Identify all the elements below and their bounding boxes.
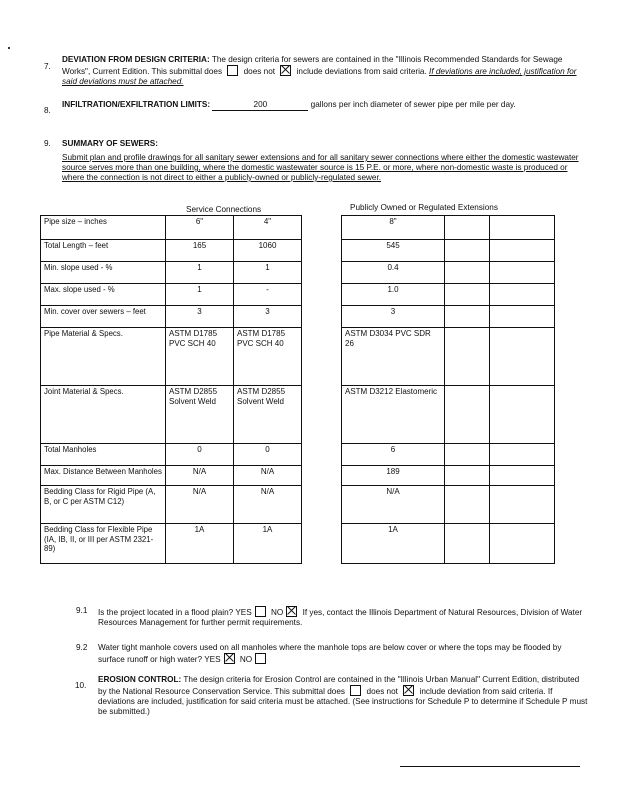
spacer-cell <box>302 386 342 444</box>
row-label: Joint Material & Specs. <box>41 386 166 444</box>
service-col-1-cell[interactable]: 0 <box>166 444 234 466</box>
signature-line <box>400 766 580 767</box>
item-7-text <box>62 55 582 87</box>
item-7-number: 7. <box>44 62 51 71</box>
empty-cell <box>445 466 490 486</box>
item-9-1-number: 9.1 <box>76 606 88 615</box>
row-label: Max. Distance Between Manholes <box>41 466 166 486</box>
table-row <box>41 486 555 524</box>
service-col-2-cell[interactable]: 1060 <box>234 240 302 262</box>
public-col-1-cell[interactable]: ASTM D3212 Elastomeric <box>342 386 445 444</box>
flood-plain-question: Is the project located in a flood plain? <box>98 608 234 617</box>
row-label: Total Manholes <box>41 444 166 466</box>
service-col-2-cell[interactable]: N/A <box>234 466 302 486</box>
service-col-1-cell[interactable]: 165 <box>166 240 234 262</box>
spacer-cell <box>302 216 342 240</box>
erosion-does-not-label: does not <box>366 687 398 696</box>
sewer-summary-table <box>40 215 555 564</box>
table-row <box>41 262 555 284</box>
service-col-1-cell[interactable]: 1 <box>166 262 234 284</box>
table-row <box>41 216 555 240</box>
empty-cell <box>490 466 555 486</box>
item-9-title: SUMMARY OF SEWERS: <box>62 139 158 148</box>
row-label: Bedding Class for Rigid Pipe (A, B, or C per ASTM C12) <box>41 486 166 524</box>
does-checkbox[interactable] <box>227 65 238 76</box>
manhole-covers-question: Water tight manhole covers used on all manholes where the manhole tops are below cover or where the tops may be flooded by surface runoff or high water? <box>98 643 562 664</box>
table-row <box>41 240 555 262</box>
empty-cell <box>445 240 490 262</box>
service-col-1-cell[interactable]: 1 <box>166 284 234 306</box>
public-col-1-cell[interactable]: ASTM D3034 PVC SDR 26 <box>342 328 445 386</box>
row-label: Min. cover over sewers – feet <box>41 306 166 328</box>
spacer-cell <box>302 262 342 284</box>
empty-cell <box>490 306 555 328</box>
empty-cell <box>490 328 555 386</box>
empty-cell <box>490 216 555 240</box>
service-col-1-cell[interactable]: N/A <box>166 466 234 486</box>
item-8-number: 8. <box>44 106 51 115</box>
item-8-body: gallons per inch diameter of sewer pipe per mile per day. <box>310 100 516 109</box>
public-col-1-cell[interactable]: 1A <box>342 524 445 564</box>
empty-cell <box>490 386 555 444</box>
service-col-1-cell[interactable]: N/A <box>166 486 234 524</box>
empty-cell <box>445 284 490 306</box>
public-col-1-cell[interactable]: 0.4 <box>342 262 445 284</box>
service-col-1-cell[interactable]: 6" <box>166 216 234 240</box>
public-col-1-cell[interactable]: 1.0 <box>342 284 445 306</box>
covers-no-label: NO <box>239 655 253 664</box>
spacer-cell <box>302 486 342 524</box>
item-8-title: INFILTRATION/EXFILTRATION LIMITS: <box>62 100 211 109</box>
spacer-cell <box>302 306 342 328</box>
empty-cell <box>445 306 490 328</box>
spacer-cell <box>302 328 342 386</box>
spacer-cell <box>302 444 342 466</box>
table-row <box>41 284 555 306</box>
service-col-1-cell[interactable]: 1A <box>166 524 234 564</box>
empty-cell <box>445 386 490 444</box>
service-col-1-cell[interactable]: ASTM D1785 PVC SCH 40 <box>166 328 234 386</box>
item-9-2-number: 9.2 <box>76 643 88 652</box>
spacer-cell <box>302 524 342 564</box>
spacer-cell <box>302 240 342 262</box>
does-not-label: does not <box>243 67 276 76</box>
row-label: Max. slope used - % <box>41 284 166 306</box>
service-col-2-cell[interactable]: 0 <box>234 444 302 466</box>
table-row <box>41 444 555 466</box>
empty-cell <box>445 262 490 284</box>
public-extensions-heading: Publicly Owned or Regulated Extensions <box>350 203 498 212</box>
item-8-text <box>62 100 582 111</box>
item-10-title: EROSION CONTROL: <box>98 675 182 684</box>
empty-cell <box>490 524 555 564</box>
row-label: Bedding Class for Flexible Pipe (IA, IB, II, or III per ASTM 2321-89) <box>41 524 166 564</box>
item-9-number: 9. <box>44 139 51 148</box>
public-col-1-cell[interactable]: 189 <box>342 466 445 486</box>
table-row <box>41 466 555 486</box>
row-label: Min. slope used - % <box>41 262 166 284</box>
item-10-number: 10. <box>75 681 87 690</box>
service-col-2-cell[interactable]: 3 <box>234 306 302 328</box>
empty-cell <box>490 444 555 466</box>
item-7-body-2: include deviations from said criteria. <box>296 67 427 76</box>
public-col-1-cell[interactable]: 3 <box>342 306 445 328</box>
table-row <box>41 328 555 386</box>
row-label: Pipe Material & Specs. <box>41 328 166 386</box>
empty-cell <box>445 444 490 466</box>
flood-no-checkbox-checked[interactable] <box>286 606 297 617</box>
item-9-1-text <box>98 606 588 628</box>
service-col-2-cell[interactable]: ASTM D2855 Solvent Weld <box>234 386 302 444</box>
spacer-cell <box>302 466 342 486</box>
flood-yes-label: YES <box>235 608 252 617</box>
empty-cell <box>445 216 490 240</box>
service-col-2-cell[interactable]: 4" <box>234 216 302 240</box>
public-col-1-cell[interactable]: N/A <box>342 486 445 524</box>
row-label: Total Length – feet <box>41 240 166 262</box>
service-col-2-cell[interactable]: 1A <box>234 524 302 564</box>
covers-yes-checkbox-checked[interactable] <box>224 653 235 664</box>
does-not-checkbox-checked[interactable] <box>280 65 291 76</box>
service-col-2-cell[interactable]: 1 <box>234 262 302 284</box>
table-row <box>41 306 555 328</box>
item-10-body-2: include deviation from said criteria. If deviations are included, justification for said criteria must be attached. (See instructions for Schedule P to determine if Schedule P must be submitted.) <box>98 687 588 716</box>
service-connections-heading: Service Connections <box>186 205 262 214</box>
covers-no-checkbox[interactable] <box>255 653 266 664</box>
flood-yes-checkbox[interactable] <box>255 606 266 617</box>
item-10-text <box>98 675 588 717</box>
public-col-1-cell[interactable]: 8" <box>342 216 445 240</box>
item-9-2-text <box>98 643 588 665</box>
flood-no-label: NO <box>271 608 284 617</box>
empty-cell <box>490 240 555 262</box>
row-label: Pipe size – inches <box>41 216 166 240</box>
service-col-2-cell[interactable]: ASTM D1785 PVC SCH 40 <box>234 328 302 386</box>
item-9-intro: Submit plan and profile drawings for all sanitary sewer extensions and for all sanitary sewer connections where either the domestic wastewater source serves more than one building, where the domestic wastewater source is 15 P.E. or more, where non-domestic waste is produced or where the connection is not direct to either a publicly-owned or publicly-regulated sewer. <box>62 153 579 182</box>
public-col-1-cell[interactable]: 6 <box>342 444 445 466</box>
item-7-title: DEVIATION FROM DESIGN CRITERIA: <box>62 55 210 64</box>
service-col-2-cell[interactable]: N/A <box>234 486 302 524</box>
table-row <box>41 386 555 444</box>
public-col-1-cell[interactable]: 545 <box>342 240 445 262</box>
empty-cell <box>490 262 555 284</box>
empty-cell <box>490 486 555 524</box>
service-col-1-cell[interactable]: 3 <box>166 306 234 328</box>
spacer-cell <box>302 284 342 306</box>
empty-cell <box>445 486 490 524</box>
item-7-body: The design criteria for sewers are contained in the "Illinois Recommended Standards for Sewage Works", Current Edition. This submittal does <box>62 55 563 76</box>
empty-cell <box>445 524 490 564</box>
erosion-does-not-checkbox-checked[interactable] <box>403 685 414 696</box>
infiltration-limit-field[interactable]: 200 <box>212 100 308 111</box>
table-row <box>41 524 555 564</box>
item-7-emphasis: If deviations are included, justification for said deviations must be attached. <box>62 67 577 86</box>
flood-plain-note: If yes, contact the Illinois Department of Natural Resources, Division of Water Resources Management for further permit requirements. <box>98 608 583 627</box>
service-col-2-cell[interactable]: - <box>234 284 302 306</box>
empty-cell <box>490 284 555 306</box>
empty-cell <box>445 328 490 386</box>
scan-speck <box>8 47 10 49</box>
service-col-1-cell[interactable]: ASTM D2855 Solvent Weld <box>166 386 234 444</box>
erosion-does-checkbox[interactable] <box>350 685 361 696</box>
covers-yes-label: YES <box>204 655 221 664</box>
item-10-body: The design criteria for Erosion Control are contained in the "Illinois Urban Manual" Current Edition, distributed by the National Resource Conservation Service. This submittal does <box>98 675 580 696</box>
